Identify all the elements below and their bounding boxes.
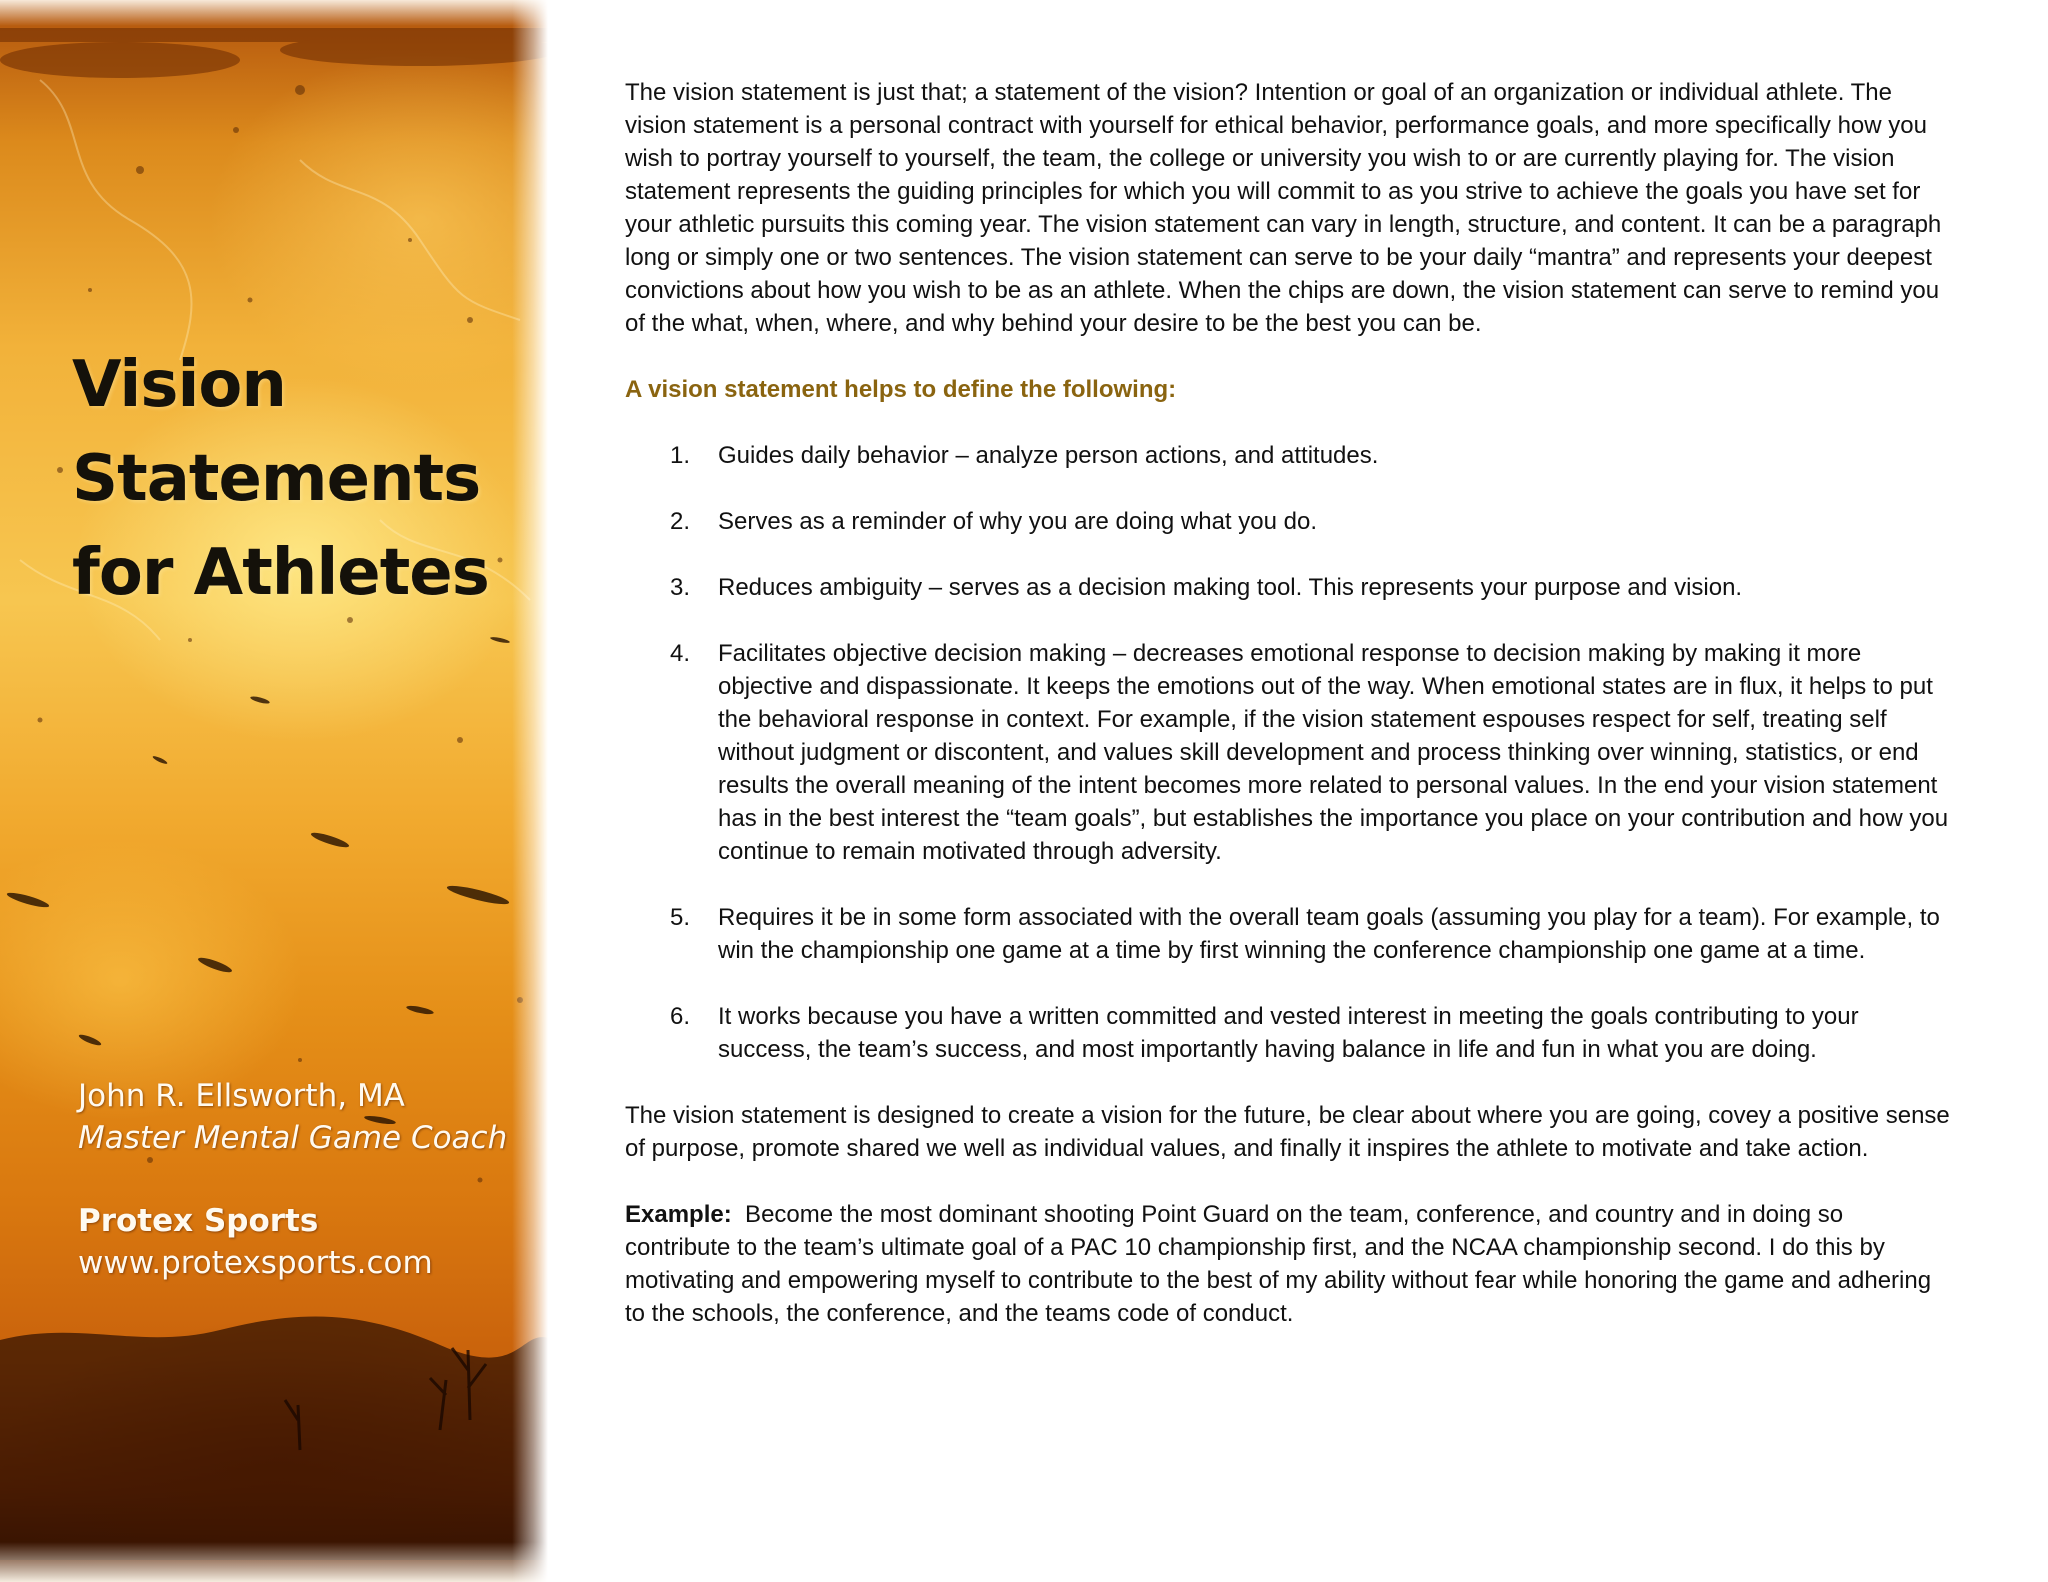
list-item [625, 901, 1955, 967]
author-name: John R. Ellsworth, MA [78, 1078, 405, 1114]
list-item [625, 439, 1955, 472]
list-item [625, 505, 1955, 538]
list-item-number: 5. [670, 904, 691, 931]
panel-bottom-fade [0, 1542, 548, 1582]
helps-heading: A vision statement helps to define the following: [625, 376, 1177, 403]
company-name: Protex Sports [78, 1203, 319, 1239]
author-block [78, 1075, 507, 1159]
list-item [625, 571, 1955, 604]
panel-top-fade [0, 0, 548, 26]
list-item-number: 3. [670, 574, 691, 601]
list-item [625, 1000, 1955, 1066]
list-item-text: Serves as a reminder of why you are doing what you do. [718, 508, 1317, 535]
list-item-text: It works because you have a written committed and vested interest in meeting the goals contributing to your success, the team’s success, and most importantly having balance in life and fun in what you are doing. [718, 1003, 1859, 1063]
panel-edge-fade [512, 0, 548, 1582]
company-url: www.protexsports.com [78, 1245, 433, 1281]
helps-list [625, 439, 1955, 1066]
list-item-text: Requires it be in some form associated with the overall team goals (assuming you play for a team). For example, to win the championship one game at a time by first winning the conference championship one game at a time. [718, 904, 1940, 964]
title-line: for Athletes [72, 536, 489, 610]
list-item-number: 1. [670, 442, 691, 469]
example-paragraph [625, 1198, 1955, 1330]
example-label: Example: [625, 1201, 732, 1228]
intro-paragraph: The vision statement is just that; a statement of the vision? Intention or goal of an organization or individual athlete. The vision statement is a personal contract with yourself for ethical behavior, performance goals, and more specifically how you wish to portray yourself to yourself, the team, the college or university you wish to or are currently playing for. The vision statement represents the guiding principles for which you will commit to as you strive to achieve the goals you have set for your athletic pursuits this coming year. The vision statement can vary in length, structure, and content. It can be a paragraph long or simply one or two sentences. The vision statement can serve to be your daily “mantra” and represents your deepest convictions about how you wish to be as an athlete. When the chips are down, the vision statement can serve to remind you of the what, when, where, and why behind your desire to be the best you can be. [625, 79, 1942, 337]
example-text: Become the most dominant shooting Point Guard on the team, conference, and country and in doing so contribute to the team’s ultimate goal of a PAC 10 championship first, and the NCAA championship second. I do this by motivating and empowering myself to contribute to the best of my ability without fear while honoring the game and adhering to the schools, the conference, and the teams code of conduct. [625, 1201, 1938, 1327]
list-item-number: 6. [670, 1003, 691, 1030]
title-line: Vision [72, 348, 286, 422]
list-item-number: 4. [670, 640, 691, 667]
main-content [625, 76, 1955, 1330]
list-item [625, 637, 1955, 868]
grunge-texture [0, 0, 548, 1582]
closing-paragraph: The vision statement is designed to create a vision for the future, be clear about where you are going, covey a positive sense of purpose, promote shared we well as individual values, and finally it inspires the athlete to motivate and take action. [625, 1102, 1950, 1162]
side-panel [0, 0, 548, 1582]
document-title [72, 338, 489, 620]
list-item-text: Facilitates objective decision making – decreases emotional response to decision making by making it more objective and dispassionate. It keeps the emotions out of the way. When emotional states are in flux, it helps to put the behavioral response in context. For example, if the vision statement espouses respect for self, treating self without judgment or discontent, and values skill development and process thinking over winning, statistics, or end results the overall meaning of the intent becomes more related to personal values. In the end your vision statement has in the best interest the “team goals”, but establishes the importance you place on your contribution and how you continue to remain motivated through adversity. [718, 640, 1949, 865]
title-line: Statements [72, 442, 481, 516]
author-role: Master Mental Game Coach [78, 1120, 508, 1156]
company-block [78, 1200, 433, 1284]
list-item-text: Reduces ambiguity – serves as a decision making tool. This represents your purpose and vision. [718, 574, 1743, 601]
list-item-number: 2. [670, 508, 691, 535]
list-item-text: Guides daily behavior – analyze person actions, and attitudes. [718, 442, 1379, 469]
